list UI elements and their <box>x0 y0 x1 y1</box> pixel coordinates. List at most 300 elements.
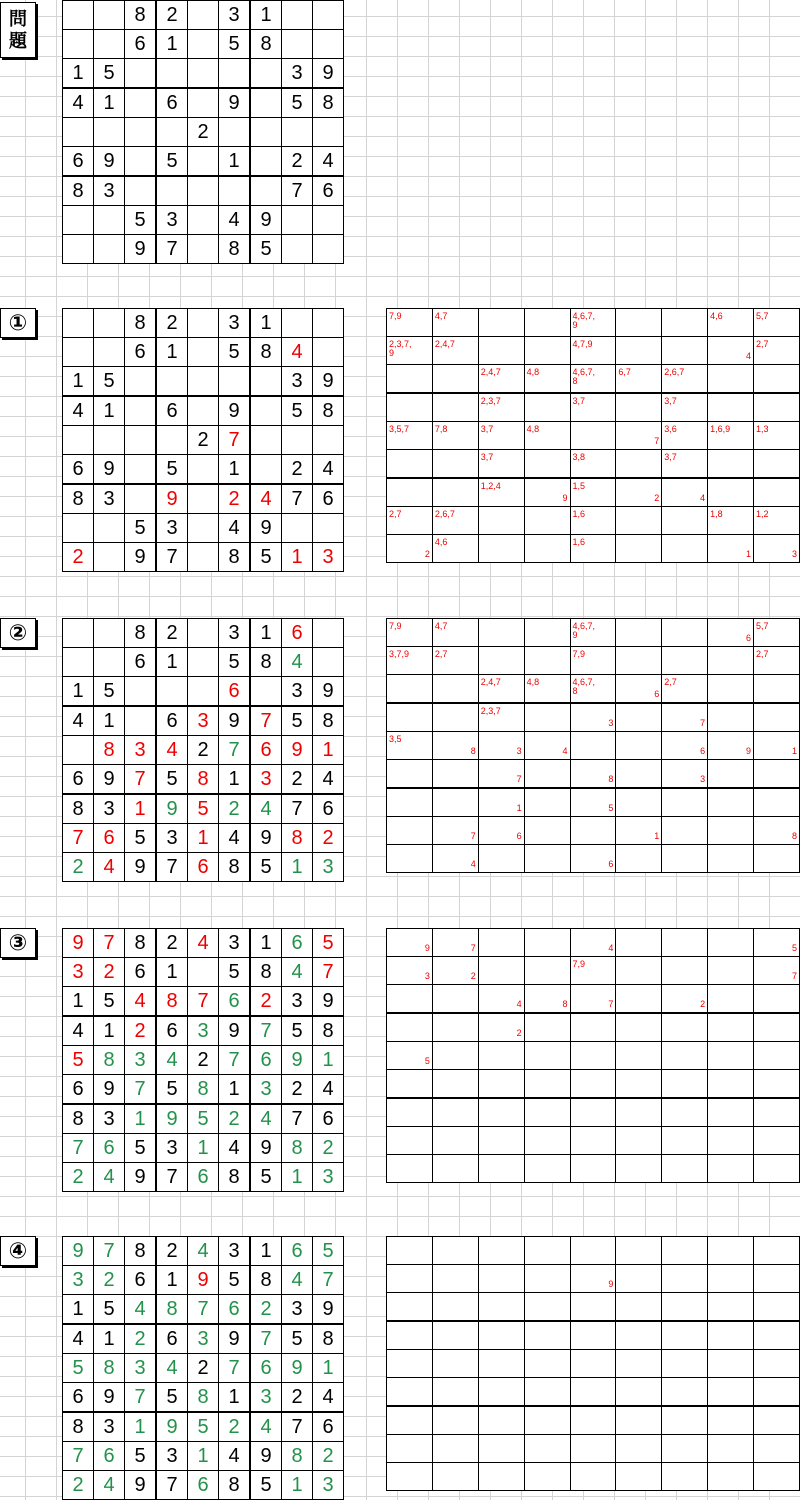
candidate-text: 7 <box>700 718 706 728</box>
step-4-cell-r5c3: 3 <box>125 1354 157 1383</box>
problem-cell-r7c8: 7 <box>282 176 313 206</box>
step-3-cand-r9c1 <box>387 1155 433 1183</box>
candidate-text: 2,7 <box>756 339 769 349</box>
step-4-cell-r2c7: 8 <box>250 1266 282 1295</box>
step-2-cell-r1c4: 2 <box>156 619 188 648</box>
candidate-text: 1 <box>516 803 522 813</box>
step-3-cand-r6c9 <box>754 1070 800 1099</box>
step-3-cell-r3c9: 9 <box>313 987 344 1017</box>
step-2-cand-r5c4 <box>524 732 570 760</box>
candidate-text: 3,7 <box>664 452 677 462</box>
step-2-cand-r3c3 <box>478 675 524 704</box>
step-3-cand-r7c2 <box>432 1098 478 1127</box>
step-1-cell-r6c3 <box>125 455 157 485</box>
step-2-cell-r2c1 <box>63 648 94 677</box>
step-1-cand-r6c4 <box>524 450 570 479</box>
step-3-cand-r2c5 <box>570 957 616 985</box>
problem-cell-r5c2 <box>94 118 125 147</box>
step-3-cell-r6c1: 6 <box>63 1075 94 1105</box>
step-3-cell-r1c7: 1 <box>250 929 282 958</box>
problem-label-char-1: 問 <box>9 9 27 29</box>
candidate-text: 3,6 <box>664 424 677 434</box>
step-3-cand-r6c4 <box>524 1070 570 1099</box>
step-1-cand-r6c8 <box>708 450 754 479</box>
candidate-text: 3,5,7 <box>389 424 410 434</box>
step-2-cell-r5c4: 4 <box>156 736 188 765</box>
step-3-cell-r6c3: 7 <box>125 1075 157 1105</box>
step-1-cand-r2c6 <box>616 337 662 365</box>
step-1-cand-r2c8 <box>708 337 754 365</box>
step-3-cand-r6c5 <box>570 1070 616 1099</box>
step-4-cand-r1c5 <box>570 1237 616 1265</box>
step-2-cand-r3c9 <box>754 675 800 704</box>
step-4-cand-r4c5 <box>570 1321 616 1350</box>
step-3-cand-r3c6 <box>616 985 662 1014</box>
step-4-cell-r4c8: 5 <box>282 1324 313 1354</box>
step-4-cand-r5c8 <box>708 1350 754 1378</box>
step-2-cell-r6c1: 6 <box>63 765 94 795</box>
step-4-cell-r2c3: 6 <box>125 1266 157 1295</box>
step-2-cell-r8c2: 6 <box>94 824 125 853</box>
candidate-text: 1,2,4 <box>480 481 501 491</box>
step-1-cand-r9c8 <box>708 535 754 563</box>
problem-cell-r3c4 <box>156 59 188 89</box>
step-2-cand-r1c2 <box>432 619 478 647</box>
step-4-cand-r7c4 <box>524 1406 570 1435</box>
step-3-cand-r7c1 <box>387 1098 433 1127</box>
step-1-cell-r6c6: 1 <box>219 455 251 485</box>
step-1-cell-r4c3 <box>125 396 157 426</box>
step-3-cand-r3c1 <box>387 985 433 1014</box>
step-4-cand-r2c8 <box>708 1265 754 1293</box>
candidate-text: 3,8 <box>572 452 586 462</box>
step-1-cand-r8c3 <box>478 507 524 535</box>
step-4-cell-r7c4: 9 <box>156 1412 188 1442</box>
step-2-cell-r5c9: 1 <box>313 736 344 765</box>
step-1-cand-r4c5 <box>570 393 616 422</box>
step-4-cell-r3c4: 8 <box>156 1295 188 1325</box>
candidate-text: 4,6,7, 8 <box>572 677 596 696</box>
problem-cell-r9c6: 8 <box>219 235 251 264</box>
candidate-text: 4,8 <box>526 677 540 687</box>
problem-cell-r1c1 <box>63 1 94 30</box>
step-1-cell-r7c2: 3 <box>94 484 125 514</box>
step-4-cell-r5c1: 5 <box>63 1354 94 1383</box>
step-4-cand-r2c9 <box>754 1265 800 1293</box>
step-3-cell-r4c8: 5 <box>282 1016 313 1046</box>
step-4-cand-r5c6 <box>616 1350 662 1378</box>
candidate-text: 2 <box>700 999 706 1009</box>
step-1-cand-r2c9 <box>754 337 800 365</box>
step-2-cand-r7c7 <box>662 788 708 817</box>
step-3-cand-r3c7 <box>662 985 708 1014</box>
step-1-cand-r2c7 <box>662 337 708 365</box>
step-4-label: ④ <box>0 1236 36 1266</box>
step-3-cand-r9c9 <box>754 1155 800 1183</box>
step-2-cell-r4c6: 9 <box>219 706 251 736</box>
step-1-cell-r3c2: 5 <box>94 367 125 397</box>
problem-cell-r4c2: 1 <box>94 88 125 118</box>
step-2-cell-r8c9: 2 <box>313 824 344 853</box>
step-2-cell-r6c2: 9 <box>94 765 125 795</box>
step-1-cell-r4c6: 9 <box>219 396 251 426</box>
step-4-cand-r8c4 <box>524 1435 570 1463</box>
step-4-cell-r9c8: 1 <box>282 1471 313 1500</box>
step-4-cand-r7c8 <box>708 1406 754 1435</box>
step-1-cand-r3c8 <box>708 365 754 394</box>
step-4-cand-r3c8 <box>708 1293 754 1322</box>
step-1-cand-r2c2 <box>432 337 478 365</box>
step-2-cell-r2c4: 1 <box>156 648 188 677</box>
step-2-cand-r7c6 <box>616 788 662 817</box>
step-3-cell-r1c8: 6 <box>282 929 313 958</box>
step-4-cand-r1c7 <box>662 1237 708 1265</box>
step-3-cell-r9c2: 4 <box>94 1163 125 1192</box>
candidate-text: 1 <box>791 746 797 756</box>
step-4-cell-r4c9: 8 <box>313 1324 344 1354</box>
step-4-cand-r6c5 <box>570 1378 616 1407</box>
step-2-cand-r2c3 <box>478 647 524 675</box>
candidate-text: 3 <box>700 774 706 784</box>
candidate-text: 8 <box>608 774 614 784</box>
candidate-text: 8 <box>791 831 797 841</box>
step-2-cell-r5c2: 8 <box>94 736 125 765</box>
step-2-cand-r4c4 <box>524 703 570 732</box>
step-1-cell-r1c4: 2 <box>156 309 188 338</box>
step-1-cell-r9c4: 7 <box>156 543 188 572</box>
step-2-cell-r8c7: 9 <box>250 824 282 853</box>
step-4-cand-r3c7 <box>662 1293 708 1322</box>
problem-cell-r2c3: 6 <box>125 30 157 59</box>
step-4-cell-r8c6: 4 <box>219 1442 251 1471</box>
step-1-cell-r8c6: 4 <box>219 514 251 543</box>
step-1-cand-r5c3 <box>478 422 524 450</box>
candidate-text: 3,7 <box>572 396 586 406</box>
step-1-cell-r5c7 <box>250 426 282 455</box>
step-3-cand-r4c9 <box>754 1013 800 1042</box>
step-4-cand-r5c9 <box>754 1350 800 1378</box>
step-1-cell-r5c9 <box>313 426 344 455</box>
step-3-cand-r6c7 <box>662 1070 708 1099</box>
step-3-cand-r5c4 <box>524 1042 570 1070</box>
step-1-cell-r7c9: 6 <box>313 484 344 514</box>
step-1-cell-r3c5 <box>188 367 219 397</box>
step-1-cand-r1c6 <box>616 309 662 337</box>
problem-cell-r6c5 <box>188 147 219 177</box>
step-4-cell-r7c9: 6 <box>313 1412 344 1442</box>
step-1-cell-r1c6: 3 <box>219 309 251 338</box>
step-2-cell-r5c5: 2 <box>188 736 219 765</box>
step-4-cell-r8c5: 1 <box>188 1442 219 1471</box>
problem-cell-r4c8: 5 <box>282 88 313 118</box>
step-3-cand-r1c6 <box>616 929 662 957</box>
step-2-cand-r7c2 <box>432 788 478 817</box>
step-1-cand-r7c4 <box>524 478 570 507</box>
step-1-cell-r7c1: 8 <box>63 484 94 514</box>
step-4-cand-r6c9 <box>754 1378 800 1407</box>
candidate-text: 1,5 <box>572 481 586 491</box>
step-3-cell-r6c2: 9 <box>94 1075 125 1105</box>
step-4-cand-r6c6 <box>616 1378 662 1407</box>
step-3-cell-r5c2: 8 <box>94 1046 125 1075</box>
step-3-cand-r7c3 <box>478 1098 524 1127</box>
step-3-cell-r3c6: 6 <box>219 987 251 1017</box>
step-1-label: ① <box>0 308 36 338</box>
step-4-cand-r1c1 <box>387 1237 433 1265</box>
step-2-cell-r2c5 <box>188 648 219 677</box>
step-3-cand-r5c9 <box>754 1042 800 1070</box>
step-1-cell-r8c1 <box>63 514 94 543</box>
step-1-cell-r4c1: 4 <box>63 396 94 426</box>
step-1-cand-r8c5 <box>570 507 616 535</box>
step-4-cand-r2c5 <box>570 1265 616 1293</box>
step-3-cand-r2c7 <box>662 957 708 985</box>
step-1-cand-r8c7 <box>662 507 708 535</box>
candidate-text: 2,7 <box>389 509 402 519</box>
step-2-cell-r2c8: 4 <box>282 648 313 677</box>
step-4-cell-r1c9: 5 <box>313 1237 344 1266</box>
step-4-cand-r4c2 <box>432 1321 478 1350</box>
problem-cell-r8c9 <box>313 206 344 235</box>
problem-cell-r7c9: 6 <box>313 176 344 206</box>
candidate-text: 4 <box>470 859 476 869</box>
step-4-cell-r2c6: 5 <box>219 1266 251 1295</box>
step-4-cand-r4c7 <box>662 1321 708 1350</box>
step-4-cand-r8c2 <box>432 1435 478 1463</box>
step-2-cand-r2c6 <box>616 647 662 675</box>
step-1-cell-r3c7 <box>250 367 282 397</box>
step-1-cell-r7c5 <box>188 484 219 514</box>
candidate-text: 7,9 <box>572 959 586 969</box>
candidate-text: 6 <box>745 633 751 643</box>
step-1-cand-r1c8 <box>708 309 754 337</box>
step-3-cell-r2c3: 6 <box>125 958 157 987</box>
step-4-cell-r8c7: 9 <box>250 1442 282 1471</box>
step-2-cand-r8c2 <box>432 817 478 845</box>
step-1-cell-r9c5 <box>188 543 219 572</box>
step-2-cand-r6c6 <box>616 760 662 789</box>
step-4-cand-r2c2 <box>432 1265 478 1293</box>
step-2-cell-r9c5: 6 <box>188 853 219 882</box>
problem-cell-r8c2 <box>94 206 125 235</box>
step-2-cell-r8c3: 5 <box>125 824 157 853</box>
step-1-cell-r1c5 <box>188 309 219 338</box>
step-1-cand-r9c4 <box>524 535 570 563</box>
step-4-candidates <box>386 1236 800 1491</box>
step-1-cell-r7c8: 7 <box>282 484 313 514</box>
candidate-text: 7 <box>516 774 522 784</box>
step-2-cand-r9c6 <box>616 845 662 873</box>
step-2-cell-r3c9: 9 <box>313 677 344 707</box>
candidate-text: 7 <box>791 971 797 981</box>
step-1-cell-r3c9: 9 <box>313 367 344 397</box>
step-3-cell-r4c7: 7 <box>250 1016 282 1046</box>
step-3-cell-r8c9: 2 <box>313 1134 344 1163</box>
step-1-cell-r6c7 <box>250 455 282 485</box>
step-1-cell-r3c4 <box>156 367 188 397</box>
candidate-text: 3 <box>516 746 522 756</box>
step-1-cand-r4c6 <box>616 393 662 422</box>
candidate-text: 3,5 <box>389 734 402 744</box>
step-4-cand-r6c8 <box>708 1378 754 1407</box>
problem-cell-r3c5 <box>188 59 219 89</box>
step-2-cell-r3c2: 5 <box>94 677 125 707</box>
step-3-cand-r3c8 <box>708 985 754 1014</box>
step-3-cell-r6c4: 5 <box>156 1075 188 1105</box>
step-1-cell-r1c2 <box>94 309 125 338</box>
step-1-cand-r9c6 <box>616 535 662 563</box>
step-3-cand-r2c2 <box>432 957 478 985</box>
step-2-cand-r6c9 <box>754 760 800 789</box>
step-4-cand-r3c3 <box>478 1293 524 1322</box>
step-2-cand-r8c4 <box>524 817 570 845</box>
step-2-cand-r3c2 <box>432 675 478 704</box>
step-1-cand-r2c3 <box>478 337 524 365</box>
step-4-cand-r6c1 <box>387 1378 433 1407</box>
step-2-cell-r6c3: 7 <box>125 765 157 795</box>
step-3-cand-r4c1 <box>387 1013 433 1042</box>
problem-cell-r1c4: 2 <box>156 1 188 30</box>
step-2-cand-r8c8 <box>708 817 754 845</box>
step-3-cand-r7c5 <box>570 1098 616 1127</box>
step-1-cand-r6c9 <box>754 450 800 479</box>
candidate-text: 2 <box>424 549 430 559</box>
step-4-cand-r2c7 <box>662 1265 708 1293</box>
problem-cell-r7c4 <box>156 176 188 206</box>
candidate-text: 1 <box>654 831 660 841</box>
step-2-cell-r6c9: 4 <box>313 765 344 795</box>
candidate-text: 4 <box>700 493 706 503</box>
step-2-cand-r5c6 <box>616 732 662 760</box>
step-4-cand-r3c1 <box>387 1293 433 1322</box>
step-1-cand-r5c2 <box>432 422 478 450</box>
step-1-cand-r6c7 <box>662 450 708 479</box>
step-2-cell-r3c1: 1 <box>63 677 94 707</box>
step-3-cand-r4c6 <box>616 1013 662 1042</box>
step-2-cell-r7c2: 3 <box>94 794 125 824</box>
step-2-cand-r4c6 <box>616 703 662 732</box>
step-2-cand-r2c1 <box>387 647 433 675</box>
step-4-cell-r2c5: 9 <box>188 1266 219 1295</box>
step-4-cell-r5c8: 9 <box>282 1354 313 1383</box>
step-4-cell-r8c1: 7 <box>63 1442 94 1471</box>
candidate-text: 1,6,9 <box>710 424 731 434</box>
step-1-cand-r2c5 <box>570 337 616 365</box>
problem-cell-r5c6 <box>219 118 251 147</box>
step-2-cell-r2c7: 8 <box>250 648 282 677</box>
step-2-cell-r9c2: 4 <box>94 853 125 882</box>
step-4-cell-r6c5: 8 <box>188 1383 219 1413</box>
step-2-cell-r6c6: 1 <box>219 765 251 795</box>
problem-label <box>0 2 36 58</box>
step-2-cell-r9c3: 9 <box>125 853 157 882</box>
step-3-cell-r9c3: 9 <box>125 1163 157 1192</box>
step-4-cell-r8c9: 2 <box>313 1442 344 1471</box>
step-3-cell-r7c1: 8 <box>63 1104 94 1134</box>
step-3-cell-r7c3: 1 <box>125 1104 157 1134</box>
step-4-cand-r8c7 <box>662 1435 708 1463</box>
step-4-cell-r4c5: 3 <box>188 1324 219 1354</box>
step-1-cand-r4c8 <box>708 393 754 422</box>
step-4-cand-r7c6 <box>616 1406 662 1435</box>
step-4-cand-r4c1 <box>387 1321 433 1350</box>
candidate-text: 6 <box>700 746 706 756</box>
step-2-cand-r9c4 <box>524 845 570 873</box>
step-3-cell-r3c4: 8 <box>156 987 188 1017</box>
step-2-cell-r4c2: 1 <box>94 706 125 736</box>
problem-cell-r9c1 <box>63 235 94 264</box>
step-2-cand-r4c3 <box>478 703 524 732</box>
step-3-cell-r8c3: 5 <box>125 1134 157 1163</box>
step-2-cand-r1c8 <box>708 619 754 647</box>
step-1-cand-r6c5 <box>570 450 616 479</box>
step-4-cell-r1c4: 2 <box>156 1237 188 1266</box>
candidate-text: 7 <box>470 831 476 841</box>
step-2-cand-r3c7 <box>662 675 708 704</box>
step-3-cand-r1c9 <box>754 929 800 957</box>
step-2-cand-r9c5 <box>570 845 616 873</box>
step-2-cand-r3c6 <box>616 675 662 704</box>
step-4-cell-r4c4: 6 <box>156 1324 188 1354</box>
step-2-cell-r2c2 <box>94 648 125 677</box>
step-4-cand-r9c2 <box>432 1463 478 1491</box>
step-1-cand-r9c7 <box>662 535 708 563</box>
step-2-cell-r5c7: 6 <box>250 736 282 765</box>
step-4-cell-r4c6: 9 <box>219 1324 251 1354</box>
step-1-cand-r8c4 <box>524 507 570 535</box>
problem-cell-r6c2: 9 <box>94 147 125 177</box>
step-1-cell-r4c8: 5 <box>282 396 313 426</box>
problem-cell-r8c4: 3 <box>156 206 188 235</box>
step-3-cell-r1c9: 5 <box>313 929 344 958</box>
step-3-cand-r2c4 <box>524 957 570 985</box>
step-2-cand-r9c1 <box>387 845 433 873</box>
step-4-cand-r4c8 <box>708 1321 754 1350</box>
step-1-cell-r6c9: 4 <box>313 455 344 485</box>
step-1-cell-r9c6: 8 <box>219 543 251 572</box>
problem-cell-r7c2: 3 <box>94 176 125 206</box>
step-2-cand-r9c3 <box>478 845 524 873</box>
problem-cell-r9c9 <box>313 235 344 264</box>
step-3-cand-r6c1 <box>387 1070 433 1099</box>
step-4-cell-r7c8: 7 <box>282 1412 313 1442</box>
step-2-cell-r8c8: 8 <box>282 824 313 853</box>
step-4-cand-r1c8 <box>708 1237 754 1265</box>
step-3-cell-r4c4: 6 <box>156 1016 188 1046</box>
step-4-cell-r3c3: 4 <box>125 1295 157 1325</box>
step-1-cell-r6c2: 9 <box>94 455 125 485</box>
candidate-text: 5 <box>608 803 614 813</box>
step-1-cell-r9c2 <box>94 543 125 572</box>
step-2-cand-r4c8 <box>708 703 754 732</box>
step-1-cand-r1c3 <box>478 309 524 337</box>
step-1-cand-r2c1 <box>387 337 433 365</box>
step-1-cell-r5c4 <box>156 426 188 455</box>
step-2-cand-r1c3 <box>478 619 524 647</box>
problem-cell-r5c4 <box>156 118 188 147</box>
step-4-cand-r9c1 <box>387 1463 433 1491</box>
step-4-cell-r4c2: 1 <box>94 1324 125 1354</box>
step-3-cand-r9c7 <box>662 1155 708 1183</box>
candidate-text: 1,6 <box>572 537 586 547</box>
step-1-cand-r3c2 <box>432 365 478 394</box>
problem-cell-r7c6 <box>219 176 251 206</box>
step-2-cand-r6c2 <box>432 760 478 789</box>
step-2-cand-r5c5 <box>570 732 616 760</box>
step-4-cand-r3c6 <box>616 1293 662 1322</box>
step-3-cell-r3c1: 1 <box>63 987 94 1017</box>
step-2-candidates <box>386 618 800 873</box>
